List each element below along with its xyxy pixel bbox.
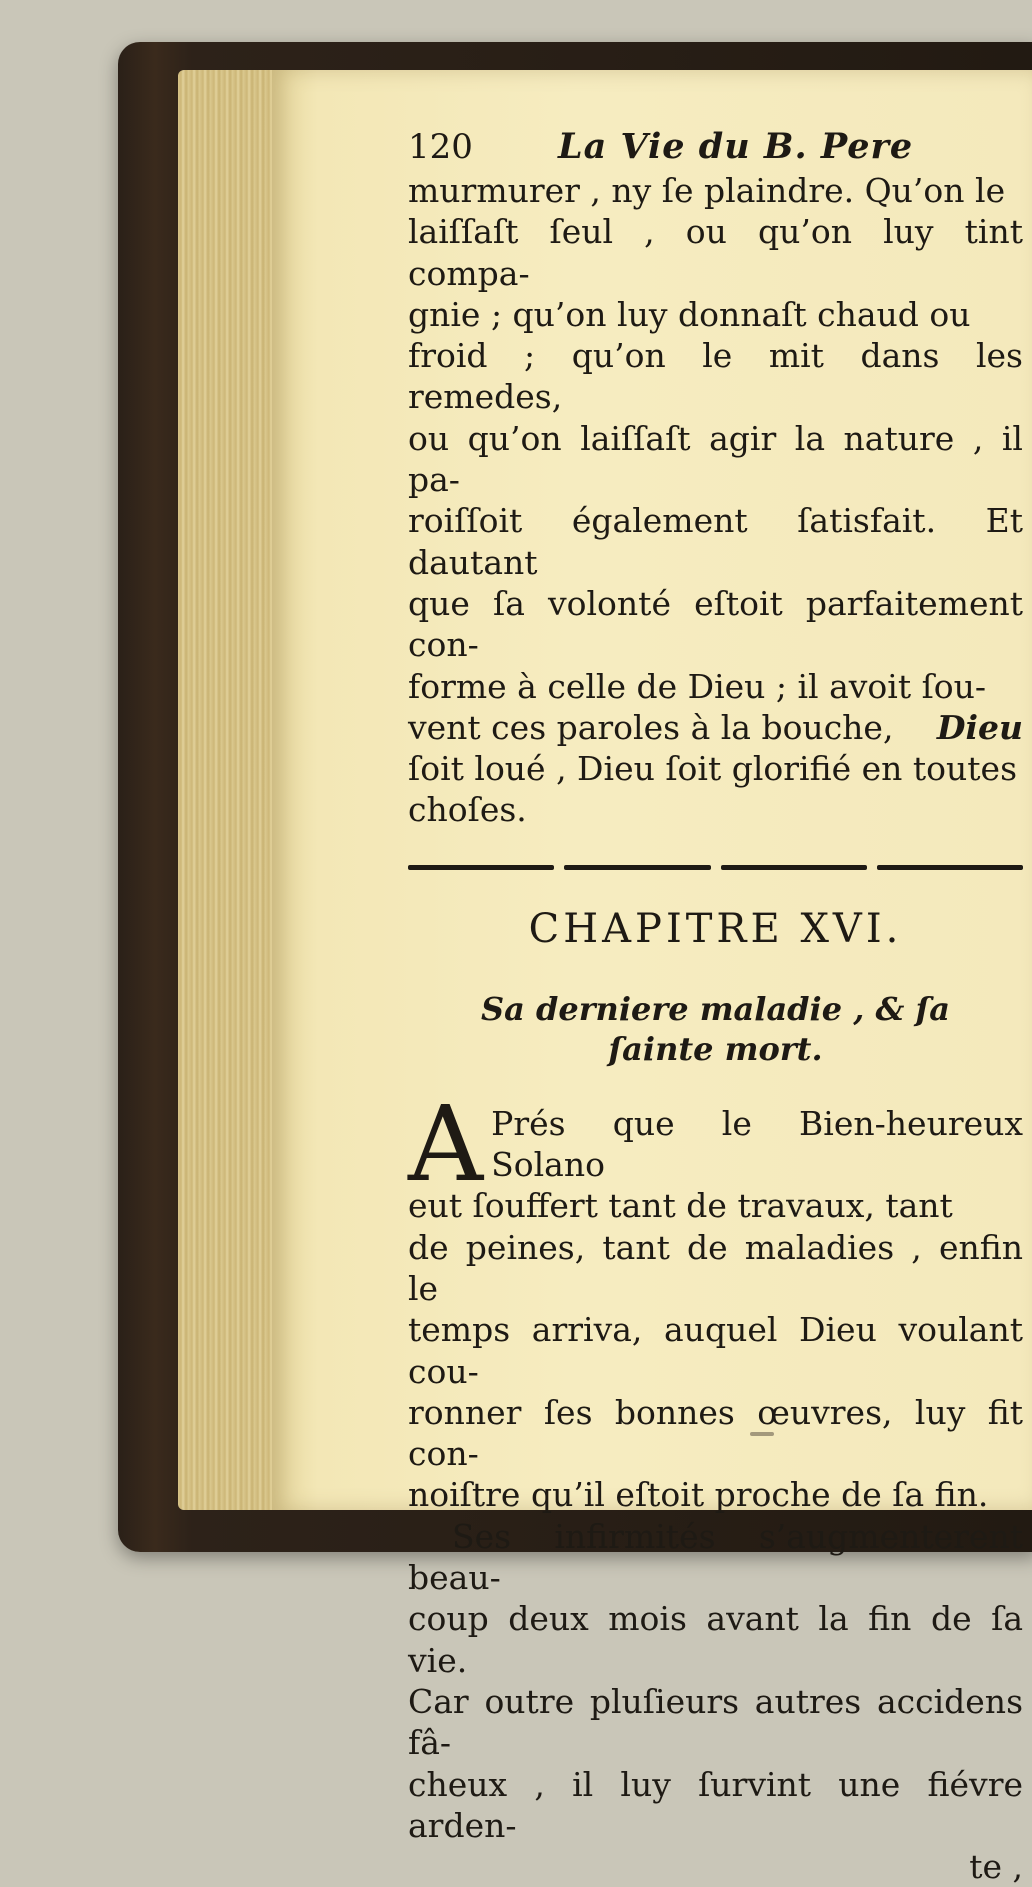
text-line: ou qu’on laiſſaſt agir la nature , il pa- xyxy=(408,418,1023,500)
chapter-title: CHAPITRE XVI. xyxy=(528,905,903,952)
text-line: roiſſoit également ſatisfait. Et dautant xyxy=(408,501,1023,582)
text-line: ronner ſes bonnes œuvres, luy fit con- xyxy=(408,1392,1023,1474)
text-line: noiſtre qu’il eſtoit proche de ſa fin. xyxy=(408,1475,989,1515)
page-number: 120 xyxy=(408,127,473,167)
dropcap-block xyxy=(408,1082,1023,1227)
italic-segment: Dieu xyxy=(936,707,1023,747)
text-line: forme à celle de Dieu ; il avoit ſou- xyxy=(408,666,987,706)
text-line: murmurer , ny ſe plaindre. Qu’on le xyxy=(408,171,1006,210)
rule-segment xyxy=(721,865,867,870)
text-line: Ses infirmités s’augmenterent beau- xyxy=(408,1516,1023,1598)
rule-segment xyxy=(408,865,554,870)
text-line: froid ; qu’on le mit dans les remedes, xyxy=(408,336,1023,417)
rule-segment xyxy=(877,865,1023,870)
text-line: Car outre pluſieurs autres accidens fâ- xyxy=(408,1681,1023,1763)
subtitle-line: Sa derniere maladie , & ſa xyxy=(480,989,951,1028)
text-line: laiſſaſt ſeul , ou qu’on luy tint compa- xyxy=(408,212,1023,293)
subtitle-line: ſainte mort. xyxy=(608,1029,823,1068)
ink-smudge xyxy=(750,1432,774,1436)
italic-line: ſoit loué , Dieu ſoit glorifié en toutes xyxy=(408,749,1018,789)
catchword: te , xyxy=(969,1847,1023,1887)
text-line: eut ſouffert tant de travaux, tant xyxy=(408,1186,953,1226)
paragraph-3 xyxy=(408,1516,1023,1846)
text-line: Prés que le Bien-heureux Solano xyxy=(491,1103,1023,1185)
page-header xyxy=(408,126,1023,170)
text-line: gnie ; qu’on luy donnaſt chaud ou xyxy=(408,294,971,334)
rule-segment xyxy=(564,865,710,870)
text-line: que ſa volonté eſtoit parfaitement con- xyxy=(408,583,1023,665)
text-segment: vent ces paroles à la bouche, xyxy=(408,707,894,747)
paragraph-2 xyxy=(408,1082,1023,1516)
text-line: coup deux mois avant la fin de ſa vie. xyxy=(408,1599,1023,1680)
drop-capital: A xyxy=(408,1082,484,1205)
page-edges xyxy=(178,70,278,1510)
text-line: cheux , il luy ſurvint une fiévre arden- xyxy=(408,1764,1023,1845)
text-line: temps arriva, auquel Dieu voulant cou- xyxy=(408,1310,1023,1391)
ornamental-rule xyxy=(408,865,1023,871)
text-line: de peines, tant de maladies , enfin le xyxy=(408,1227,1023,1308)
page-text xyxy=(408,126,1023,1887)
running-head: La Vie du B. Pere xyxy=(558,126,914,167)
chapter-subtitle xyxy=(408,989,1023,1069)
italic-line: choſes. xyxy=(408,790,527,830)
paragraph-1 xyxy=(408,170,1023,831)
text-line xyxy=(408,707,1023,748)
